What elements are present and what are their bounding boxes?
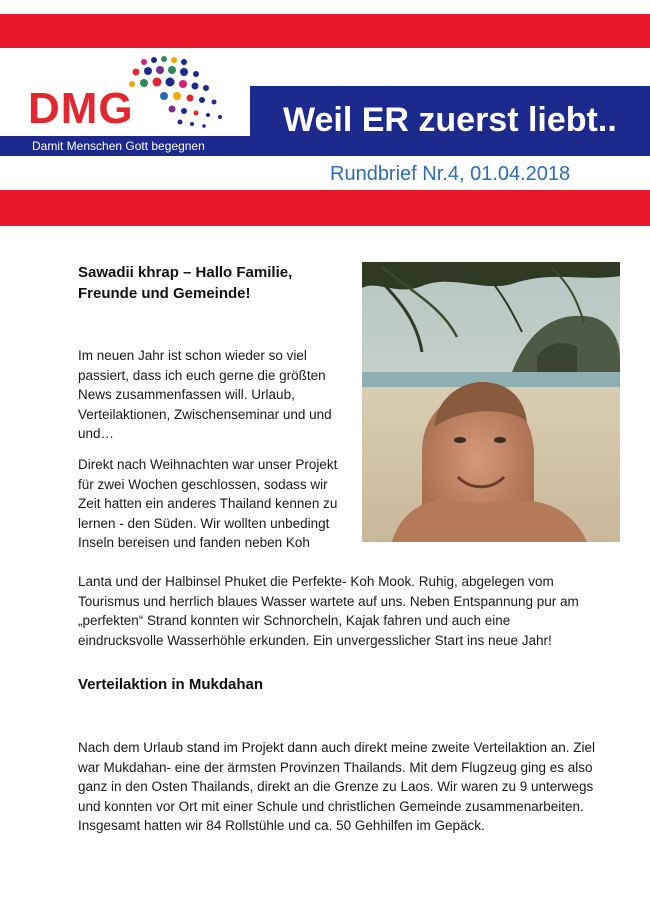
newsletter-number-date: Rundbrief Nr.4, 01.04.2018 xyxy=(330,163,571,185)
greeting-heading xyxy=(78,262,338,304)
paragraph-line: passiert, dass ich euch gerne die größten xyxy=(78,367,326,383)
paragraph-line: News zusammenfassen will. Urlaub, xyxy=(78,387,295,402)
paragraph-line: Nach dem Urlaub stand im Projekt dann auch direkt meine zweite Verteilaktion an. Ziel xyxy=(78,740,596,755)
paragraph-line: Insgesamt hatten wir 84 Rollstühle und ca. 50 Gehhilfen im Gepäck. xyxy=(78,818,485,833)
paragraph-line: war Mukdahan- eine der ärmsten Provinzen Thailands. Mit dem Flugzeug ging es also xyxy=(78,759,593,775)
paragraph-line: Im neuen Jahr ist schon wieder so viel xyxy=(78,348,307,363)
paragraph-line: und… xyxy=(78,426,115,441)
paragraph-line: Verteilaktionen, Zwischenseminar und und xyxy=(78,406,332,422)
dmg-logo-dots xyxy=(124,54,244,134)
vacation-paragraph-wide xyxy=(78,572,598,650)
paragraph-line: ganz in den Osten Thailands, direkt an die Grenze zu Laos. Wir waren zu 9 unterwegs xyxy=(78,779,594,794)
paragraph-line: „perfekten“ Strand konnten wir Schnorcheln, Kajak fahren und auch eine xyxy=(78,613,511,628)
banner-title: Weil ER zuerst liebt.. xyxy=(283,101,617,139)
mukdahan-paragraph xyxy=(78,738,598,836)
paragraph-line: eindrucksvolle Wasserhöhle erkunden. Ein unvergesslicher Start ins neue Jahr! xyxy=(78,632,552,648)
header-red-stripe-top xyxy=(0,14,650,48)
header-red-stripe-bottom xyxy=(0,190,650,226)
greeting-line-2: Freunde und Gemeinde! xyxy=(78,285,251,302)
logo-tagline: Damit Menschen Gott begegnen xyxy=(0,136,250,156)
paragraph-line: und konnten vor Ort mit einer Schule und christlichen Gemeinde zusammenarbeiten. xyxy=(78,798,584,814)
paragraph-line: Zeit hatten ein anderes Thailand kennen zu xyxy=(78,496,338,511)
paragraph-line: Inseln bereisen und fanden neben Koh xyxy=(78,535,310,550)
beach-selfie-photo xyxy=(362,262,620,542)
vacation-paragraph-narrow xyxy=(78,455,354,553)
paragraph-line: Tourismus und herrlich blaues Wasser wartete auf uns. Neben Entspannung pur am xyxy=(78,593,579,609)
intro-paragraph xyxy=(78,346,348,444)
greeting-line-1: Sawadii khrap – Hallo Familie, xyxy=(78,264,293,281)
paragraph-line: lernen - den Süden. Wir wollten unbedingt xyxy=(78,515,330,531)
dmg-logo-wordmark: DMG xyxy=(28,84,134,133)
section-heading-mukdahan: Verteilaktion in Mukdahan xyxy=(78,676,264,693)
paragraph-line: Direkt nach Weihnachten war unser Projekt xyxy=(78,457,338,472)
paragraph-line: Lanta und der Halbinsel Phuket die Perfekte- Koh Mook. Ruhig, abgelegen vom xyxy=(78,574,554,589)
paragraph-line: für zwei Wochen geschlossen, sodass wir xyxy=(78,476,328,492)
